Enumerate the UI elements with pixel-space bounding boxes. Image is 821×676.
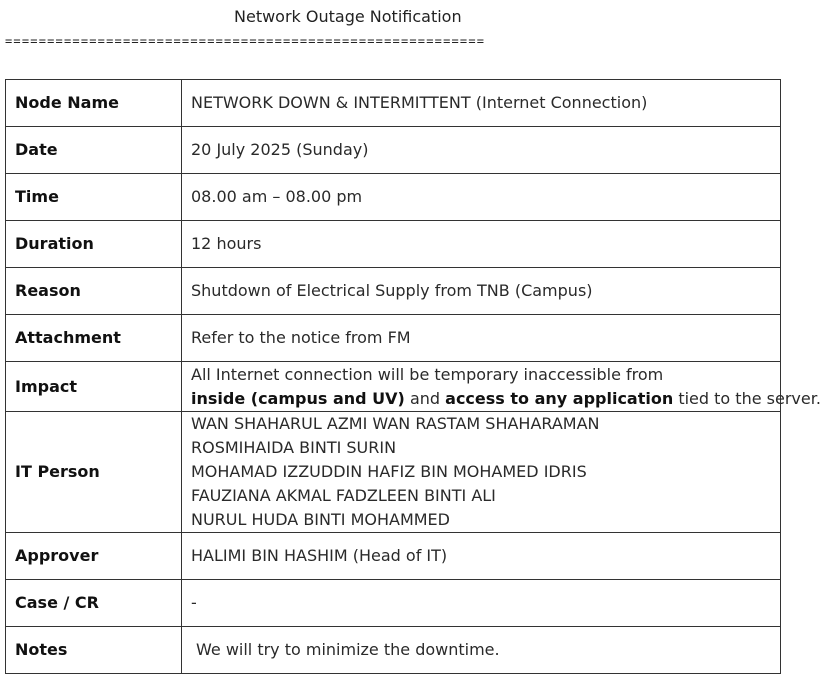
notes-label: Notes bbox=[6, 627, 182, 674]
case-cr-label: Case / CR bbox=[6, 580, 182, 627]
node-name-value: NETWORK DOWN & INTERMITTENT (Internet Connection) bbox=[182, 80, 781, 127]
it-person-name: FAUZIANA AKMAL FADZLEEN BINTI ALI bbox=[191, 486, 496, 505]
impact-connector: and bbox=[404, 388, 446, 408]
it-person-name: NURUL HUDA BINTI MOHAMMED bbox=[191, 510, 450, 529]
row-attachment bbox=[6, 315, 781, 362]
approver-value: HALIMI BIN HASHIM (Head of IT) bbox=[182, 533, 781, 580]
time-label: Time bbox=[6, 174, 182, 221]
notes-value: We will try to minimize the downtime. bbox=[182, 627, 781, 674]
impact-value bbox=[182, 362, 821, 412]
impact-line-2 bbox=[191, 387, 821, 411]
row-date bbox=[6, 127, 781, 174]
row-reason bbox=[6, 268, 781, 315]
date-value: 20 July 2025 (Sunday) bbox=[182, 127, 781, 174]
row-impact bbox=[6, 362, 781, 412]
row-notes bbox=[6, 627, 781, 674]
date-label: Date bbox=[6, 127, 182, 174]
row-case-cr bbox=[6, 580, 781, 627]
page-title: Network Outage Notification bbox=[234, 7, 462, 26]
it-person-label: IT Person bbox=[6, 412, 182, 533]
reason-value: Shutdown of Electrical Supply from TNB (Campus) bbox=[182, 268, 781, 315]
attachment-label: Attachment bbox=[6, 315, 182, 362]
impact-bold-inside: inside (campus and UV) bbox=[191, 388, 405, 408]
it-person-name: ROSMIHAIDA BINTI SURIN bbox=[191, 438, 397, 457]
case-cr-value: - bbox=[182, 580, 781, 627]
duration-value: 12 hours bbox=[182, 221, 781, 268]
impact-bold-access: access to any application bbox=[445, 388, 674, 408]
row-approver bbox=[6, 533, 781, 580]
attachment-value: Refer to the notice from FM bbox=[182, 315, 781, 362]
impact-line-1: All Internet connection will be temporary inaccessible from bbox=[191, 364, 664, 384]
impact-tail: tied to the server. bbox=[673, 388, 821, 408]
duration-label: Duration bbox=[6, 221, 182, 268]
row-duration bbox=[6, 221, 781, 268]
row-it-person bbox=[6, 412, 781, 533]
time-value: 08.00 am – 08.00 pm bbox=[182, 174, 781, 221]
node-name-label: Node Name bbox=[6, 80, 182, 127]
it-person-name: WAN SHAHARUL AZMI WAN RASTAM SHAHARAMAN bbox=[191, 414, 600, 433]
separator-line: ========================================================= bbox=[5, 34, 486, 48]
outage-details-table bbox=[5, 79, 821, 674]
it-person-list bbox=[182, 412, 781, 533]
reason-label: Reason bbox=[6, 268, 182, 315]
impact-label: Impact bbox=[6, 362, 182, 412]
row-time bbox=[6, 174, 781, 221]
it-person-name: MOHAMAD IZZUDDIN HAFIZ BIN MOHAMED IDRIS bbox=[191, 462, 587, 481]
row-node-name bbox=[6, 80, 781, 127]
approver-label: Approver bbox=[6, 533, 182, 580]
